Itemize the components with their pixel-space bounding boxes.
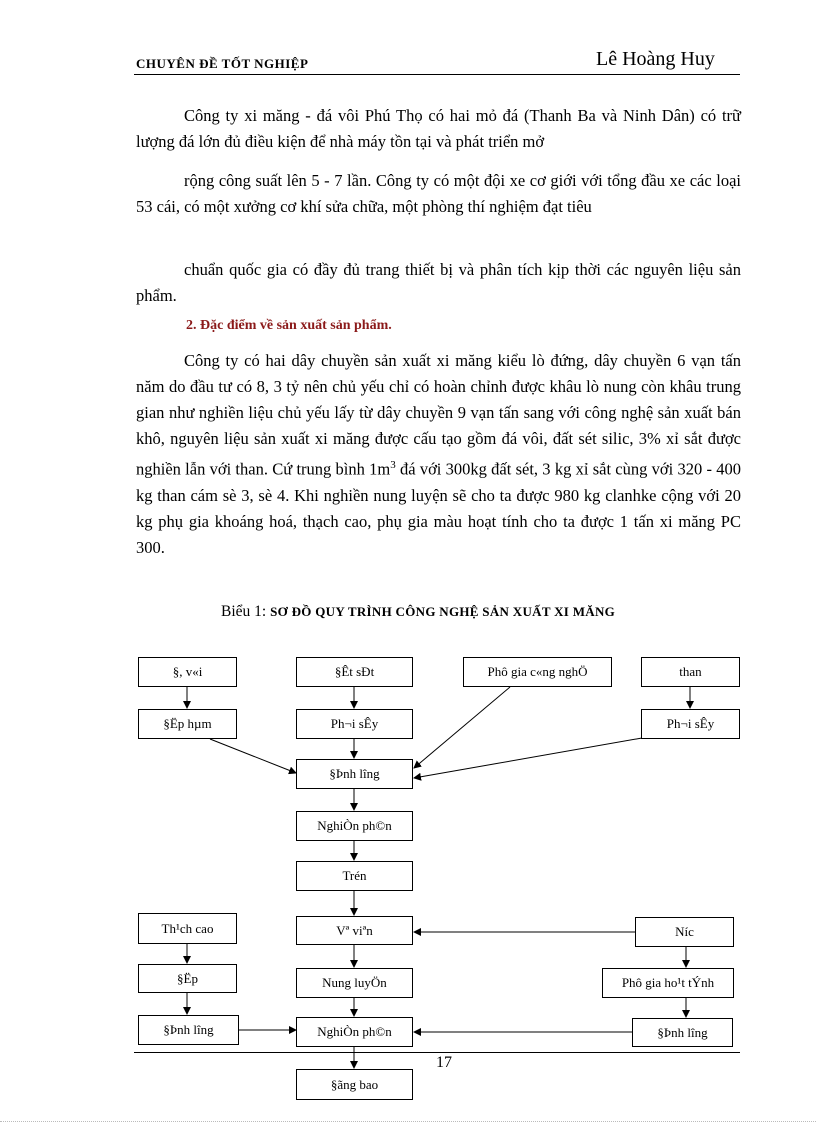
caption-title: SƠ ĐỒ QUY TRÌNH CÔNG NGHỆ SẢN XUẤT XI MĂNG <box>270 604 616 619</box>
box-nghien-phan-2: NghiÒn ph©n <box>296 1017 413 1047</box>
box-thach-cao: Th¹ch cao <box>138 913 237 944</box>
paragraph-4-part-a: Công ty có hai dây chuyền sản xuất xi măng kiểu lò đứng, dây chuyền 6 vạn tấn năm do đầu tư có 8, 3 tỷ nên chủ yếu chỉ có hoàn chỉnh được khâu lò nung còn khâu trung gian như nghiền liệu chủ yếu lấy từ dây chuyền 9 vạn tấn sang với công nghệ sản xuất bán khô, nguyên liệu sản xuất xi măng được cấu tạo gồm đá vôi, đất sét silic, 3% xỉ sắt được nghiền lẫn với than. Cứ trung bình 1m <box>136 351 741 479</box>
box-dinh-luong-1: §Þnh lîng <box>296 759 413 789</box>
box-nung-luyen: Nung luyÖn <box>296 968 413 998</box>
box-ve-vien: Vª viªn <box>296 916 413 945</box>
box-dinh-luong-3: §Þnh lîng <box>138 1015 239 1045</box>
section-heading: 2. Đặc điểm về sản xuất sản phẩm. <box>186 318 392 333</box>
box-phu-gia-cong-nghe: Phô gia c«ng nghÖ <box>463 657 612 687</box>
box-dong-bao: §ãng bao <box>296 1069 413 1100</box>
box-nghien-phan-1: NghiÒn ph©n <box>296 811 413 841</box>
caption-prefix: Biểu 1: <box>221 603 271 620</box>
author-name: Lê Hoàng Huy <box>596 48 715 70</box>
box-than: than <box>641 657 740 687</box>
box-dinh-luong-2: §Þnh lîng <box>632 1018 733 1047</box>
paragraph-3: chuẩn quốc gia có đầy đủ trang thiết bị và phân tích kịp thời các nguyên liệu sản phẩm. <box>136 260 741 305</box>
page-edge <box>0 1121 816 1122</box>
footer-rule <box>134 1052 740 1053</box>
box-nuoc: Níc <box>635 917 734 947</box>
superscript: 3 <box>390 459 396 471</box>
box-dap-ham: §Ëp hµm <box>138 709 237 739</box>
paragraph-2: rộng công suất lên 5 - 7 lần. Công ty có một đội xe cơ giới với tổng đầu xe các loại 53 cái, có một xưởng cơ khí sửa chữa, một phòng thí nghiệm đạt tiêu <box>136 171 741 216</box>
page-number: 17 <box>436 1054 452 1071</box>
box-dat-set: §Êt sÐt <box>296 657 413 687</box>
box-phoi-say-1: Ph¬i sÊy <box>296 709 413 739</box>
box-da-voi: §, v«i <box>138 657 237 687</box>
box-dap: §Ëp <box>138 964 237 993</box>
paragraph-4-part-b: đá với 300kg đất sét, 3 kg xỉ sắt cùng với 320 - 400 kg than cám sè 3, sè 4. Khi nghiền nung luyện sẽ cho ta được 980 kg clanhke cộng với 20 kg phụ gia khoáng hoá, thạch cao, phụ gia màu hoạt tính cho ta được 1 tấn xi măng PC 300. <box>136 459 741 557</box>
box-tron: Trén <box>296 861 413 891</box>
box-phu-gia-hoat-tinh: Phô gia ho¹t tÝnh <box>602 968 734 998</box>
header-title: CHUYÊN ĐỀ TỐT NGHIỆP <box>136 56 309 71</box>
paragraph-1: Công ty xi măng - đá vôi Phú Thọ có hai mỏ đá (Thanh Ba và Ninh Dân) có trữ lượng đá lớn đủ điều kiện để nhà máy tồn tại và phát triển mở <box>136 106 741 151</box>
box-phoi-say-2: Ph¬i sÊy <box>641 709 740 739</box>
